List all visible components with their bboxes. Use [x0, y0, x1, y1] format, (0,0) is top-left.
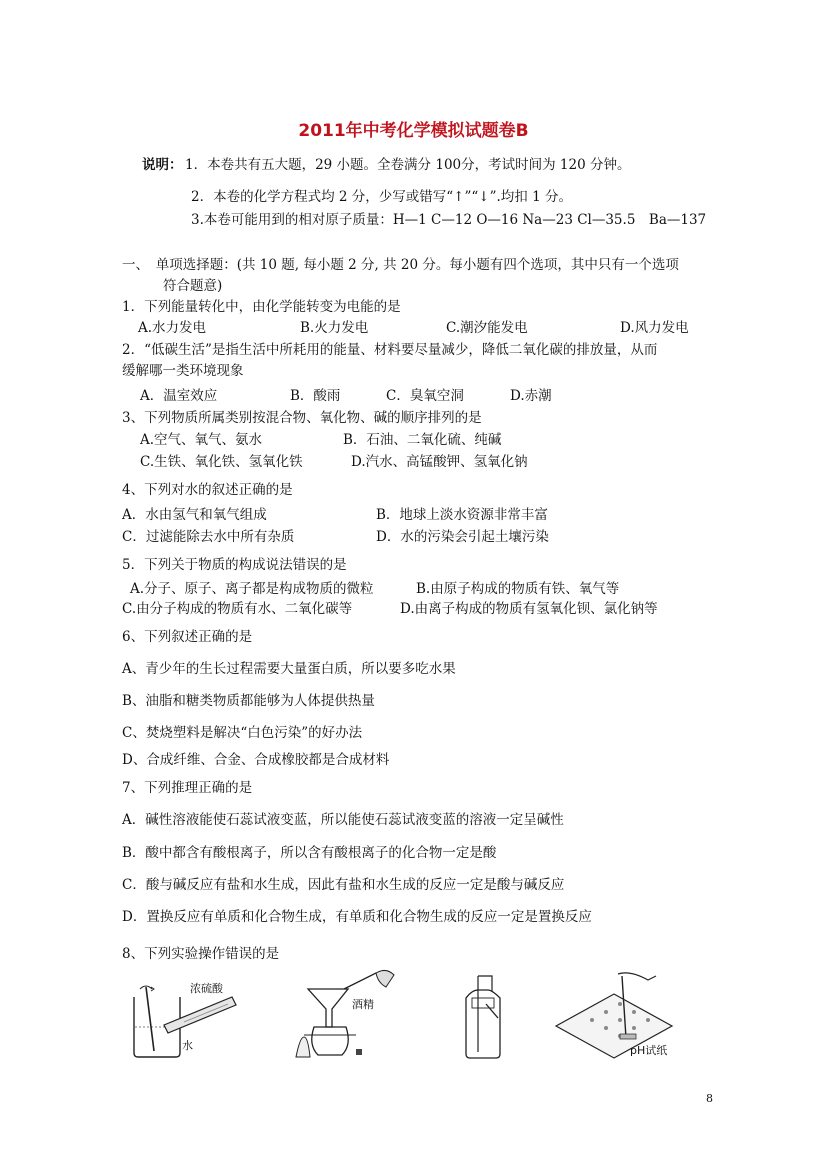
- q3-option-a: A.空气、氧气、氨水: [140, 432, 263, 448]
- page-title: 2011年中考化学模拟试题卷B: [298, 121, 529, 141]
- section-heading: 一、 单项选择题：(共 10 题, 每小题 2 分, 共 20 分。每小题有四个选项，其中只有一个选项: [122, 257, 679, 273]
- q8-stem: 8、下列实验操作错误的是: [122, 946, 280, 962]
- q7-stem: 7、下列推理正确的是: [122, 780, 253, 796]
- figure-ph-test: [552, 970, 682, 1065]
- q4-option-b: B．地球上淡水资源非常丰富: [376, 507, 548, 523]
- q5-stem: 5．下列关于物质的构成说法错误的是: [122, 557, 347, 573]
- q4-option-a: A．水由氢气和氧气组成: [122, 507, 267, 523]
- q7-option-a: A．碱性溶液能使石蕊试液变蓝，所以能使石蕊试液变蓝的溶液一定呈碱性: [122, 812, 564, 828]
- figure-dilute-acid: [124, 975, 254, 1060]
- q6-option-b: B、油脂和糖类物质都能够为人体提供热量: [122, 693, 375, 709]
- q5-option-a: A.分子、原子、离子都是构成物质的微粒: [130, 581, 374, 597]
- q1-stem: 1．下列能量转化中，由化学能转变为电能的是: [122, 299, 401, 315]
- label-water: 水: [182, 1039, 193, 1052]
- q3-stem: 3、下列物质所属类别按混合物、氧化物、碱的顺序排列的是: [122, 410, 482, 426]
- q4-option-d: D．水的污染会引起土壤污染: [376, 529, 549, 545]
- q2-stem-cont: 缓解哪一类环境现象: [122, 363, 244, 379]
- note-2: 2．本卷的化学方程式均 2 分，少写或错写“↑”“↓”.均扣 1 分。: [191, 189, 572, 205]
- q4-option-c: C．过滤能除去水中所有杂质: [122, 529, 295, 545]
- q1-option-a: A.水力发电: [138, 320, 207, 336]
- q2-option-a: A．温室效应: [140, 388, 218, 404]
- q3-option-d: D.汽水、高锰酸钾、氢氧化钠: [351, 454, 528, 470]
- note-3: 3.本卷可能用到的相对原子质量：H—1 C—12 O—16 Na—23 Cl—35.5 Ba—137: [191, 212, 707, 228]
- q5-option-d: D.由离子构成的物质有氢氧化钡、氯化钠等: [400, 601, 658, 617]
- q7-option-b: B．酸中都含有酸根离子，所以含有酸根离子的化合物一定是酸: [122, 845, 497, 861]
- section-heading-cont: 符合题意): [163, 278, 223, 294]
- q2-option-d: D.赤潮: [510, 388, 552, 404]
- q2-stem: 2．“低碳生活”是指生活中所耗用的能量、材料要尽量减少，降低二氧化碳的排放量，从而: [122, 342, 658, 358]
- q2-option-b: B．酸雨: [290, 388, 341, 404]
- q1-option-d: D.风力发电: [620, 320, 689, 336]
- q3-option-b: B．石油、二氧化硫、纯碱: [343, 432, 502, 448]
- figure-alcohol-lamp: [294, 965, 414, 1065]
- label-ph-paper: pH试纸: [630, 1044, 668, 1057]
- q6-option-c: C、焚烧塑料是解决“白色污染”的好办法: [122, 725, 363, 741]
- q7-option-c: C．酸与碱反应有盐和水生成，因此有盐和水生成的反应一定是酸与碱反应: [122, 877, 565, 893]
- q1-option-c: C.潮汐能发电: [446, 320, 528, 336]
- q6-option-d: D、合成纤维、合金、合成橡胶都是合成材料: [122, 752, 390, 768]
- q3-option-c: C.生铁、氧化铁、氢氧化铁: [140, 454, 303, 470]
- q2-option-c: C．臭氧空洞: [386, 388, 464, 404]
- notes-label: 说明：: [142, 157, 183, 173]
- label-concentrated-acid: 浓硫酸: [190, 982, 223, 995]
- q5-option-b: B.由原子构成的物质有铁、氧气等: [416, 581, 620, 597]
- q1-option-b: B.火力发电: [300, 320, 369, 336]
- page-number: 8: [706, 1092, 713, 1105]
- q6-stem: 6、下列叙述正确的是: [122, 629, 253, 645]
- q6-option-a: A、青少年的生长过程需要大量蛋白质，所以要多吃水果: [122, 661, 456, 677]
- q7-option-d: D．置换反应有单质和化合物生成，有单质和化合物生成的反应一定是置换反应: [122, 909, 592, 925]
- q4-stem: 4、下列对水的叙述正确的是: [122, 482, 293, 498]
- note-1: 1．本卷共有五大题，29 小题。全卷满分 100分，考试时间为 120 分钟。: [185, 157, 631, 173]
- q5-option-c: C.由分子构成的物质有水、二氧化碳等: [122, 601, 353, 617]
- figure-gas-bottle: [452, 968, 522, 1063]
- label-alcohol: 酒精: [352, 998, 374, 1011]
